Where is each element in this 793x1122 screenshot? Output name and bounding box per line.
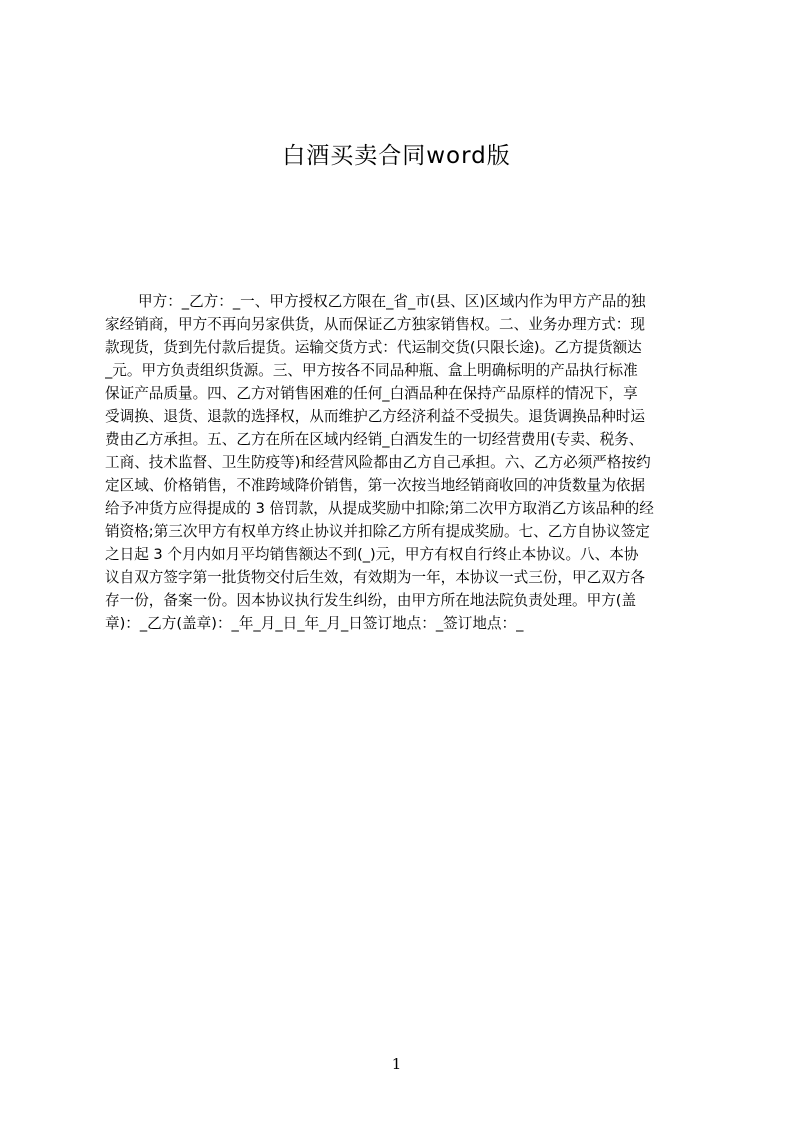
body-line: 受调换、退货、退款的选择权，从而维护乙方经济利益不受损失。退货调换品种时运 [105, 408, 645, 425]
body-line: _元。甲方负责组织货源。三、甲方按各不同品种瓶、盒上明确标明的产品执行标准 [105, 362, 638, 379]
page-number: 1 [391, 1055, 402, 1073]
body-line: 费由乙方承担。五、乙方在所在区域内经销_白酒发生的一切经营费用(专卖、税务、 [105, 431, 644, 448]
body-line: 章)：_乙方(盖章)：_年_月_日_年_月_日签订地点：_签订地点：_ [105, 615, 524, 632]
body-line: 保证产品质量。四、乙方对销售困难的任何_白酒品种在保持产品原样的情况下，享 [105, 385, 638, 402]
body-line: 工商、技术监督、卫生防疫等)和经营风险都由乙方自己承担。六、乙方必须严格按约 [105, 454, 651, 471]
body-line: 甲方：_乙方：_一、甲方授权乙方限在_省_市(县、区)区域内作为甲方产品的独 [138, 293, 646, 310]
body-line: 定区域、价格销售，不准跨域降价销售，第一次按当地经销商收回的冲货数量为依据 [105, 477, 645, 494]
document-title: 白酒买卖合同word版 [282, 143, 511, 169]
body-line: 销资格;第三次甲方有权单方终止协议并扣除乙方所有提成奖励。七、乙方自协议签定 [105, 523, 650, 540]
body-line: 之日起 3 个月内如月平均销售额达不到(_)元，甲方有权自行终止本协议。八、本协 [105, 546, 639, 563]
body-line: 家经销商，甲方不再向另家供货，从而保证乙方独家销售权。二、业务办理方式：现 [105, 316, 645, 333]
body-line: 给予冲货方应得提成的 3 倍罚款，从提成奖励中扣除;第二次甲方取消乙方该品种的经 [105, 500, 654, 517]
body-line: 议自双方签字第一批货物交付后生效，有效期为一年，本协议一式三份，甲乙双方各 [105, 569, 645, 586]
contract-body [105, 290, 698, 635]
body-line: 存一份，备案一份。因本协议执行发生纠纷，由甲方所在地法院负责处理。甲方(盖 [105, 592, 637, 609]
body-line: 款现货，货到先付款后提货。运输交货方式：代运制交货(只限长途)。乙方提货额达 [105, 339, 642, 356]
